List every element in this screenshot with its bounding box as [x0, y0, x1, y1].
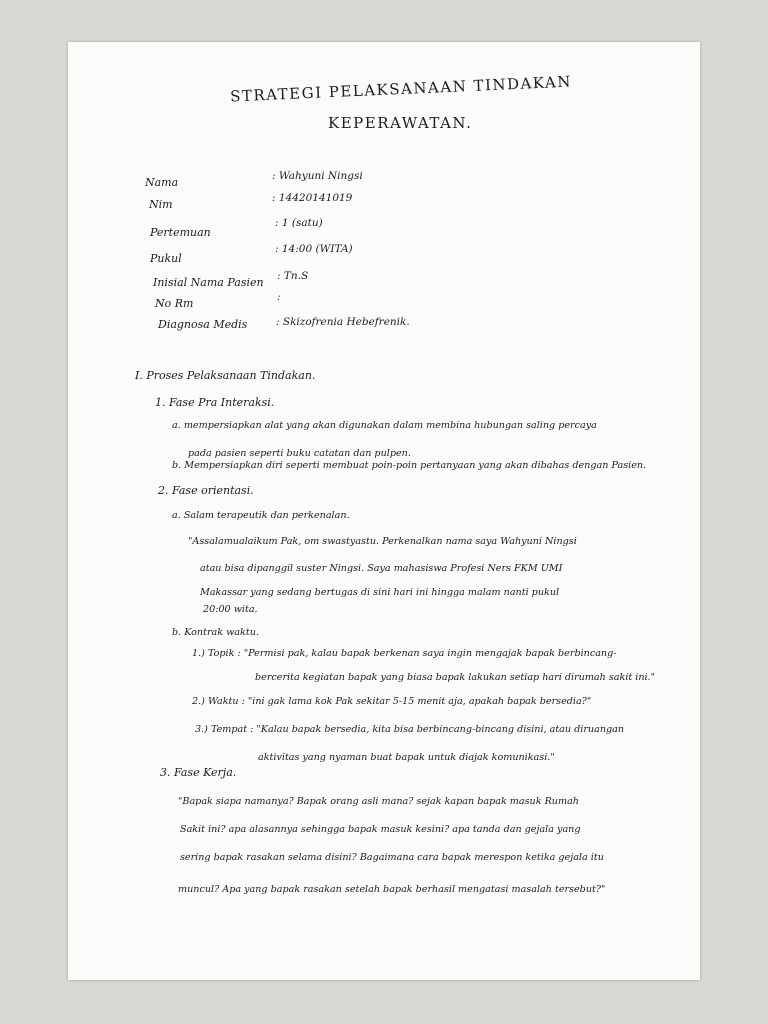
text-line: 3.) Tempat : "Kalau bapak bersedia, kita bisa berbincang-bincang disini, atau diruangan — [195, 724, 625, 735]
label-pertemuan: Pertemuan — [150, 226, 211, 239]
document-title-line2: KEPERAWATAN. — [328, 114, 473, 132]
text-line: Sakit ini? apa alasannya sehingga bapak masuk kesini? apa tanda dan gejala yang — [180, 824, 581, 835]
label-inisial-pasien: Inisial Nama Pasien — [153, 276, 264, 289]
text-line: b. Mempersiapkan diri seperti membuat poin-poin pertanyaan yang akan dibahas dengan Pasien. — [172, 460, 647, 471]
value-pertemuan: : 1 (satu) — [275, 217, 323, 229]
text-line: pada pasien seperti buku catatan dan pulpen. — [188, 448, 411, 459]
value-nama: : Wahyuni Ningsi — [272, 170, 363, 182]
text-line: atau bisa dipanggil suster Ningsi. Saya mahasiswa Profesi Ners FKM UMI — [200, 563, 563, 574]
text-line: a. Salam terapeutik dan perkenalan. — [172, 510, 350, 521]
label-no-rm: No Rm — [155, 297, 194, 310]
value-pukul: : 14:00 (WITA) — [275, 243, 353, 255]
text-line: "Bapak siapa namanya? Bapak orang asli mana? sejak kapan bapak masuk Rumah — [178, 796, 579, 807]
value-nim: : 14420141019 — [272, 192, 353, 204]
value-no-rm: : — [277, 291, 281, 303]
text-line: 2.) Waktu : "ini gak lama kok Pak sekitar 5-15 menit aja, apakah bapak bersedia?" — [192, 696, 592, 707]
text-line: Makassar yang sedang bertugas di sini hari ini hingga malam nanti pukul — [200, 587, 560, 598]
text-line: bercerita kegiatan bapak yang biasa bapak lakukan setiap hari dirumah sakit ini." — [255, 672, 656, 683]
text-line: a. mempersiapkan alat yang akan digunakan dalam membina hubungan saling percaya — [172, 420, 597, 431]
section-title: I. Proses Pelaksanaan Tindakan. — [135, 369, 316, 382]
text-line: "Assalamualaikum Pak, om swastyastu. Perkenalkan nama saya Wahyuni Ningsi — [188, 536, 577, 547]
phase-1-heading: 1. Fase Pra Interaksi. — [155, 396, 275, 409]
label-diagnosa-medis: Diagnosa Medis — [158, 318, 248, 331]
value-inisial-pasien: : Tn.S — [277, 270, 309, 282]
label-nim: Nim — [149, 198, 173, 211]
text-line: b. Kontrak waktu. — [172, 627, 259, 638]
document-title-line1: STRATEGI PELAKSANAAN TINDAKAN — [229, 72, 573, 106]
phase-3-heading: 3. Fase Kerja. — [160, 766, 237, 779]
text-line: sering bapak rasakan selama disini? Bagaimana cara bapak merespon ketika gejala itu — [180, 852, 604, 863]
phase-2-heading: 2. Fase orientasi. — [158, 484, 254, 497]
text-line: aktivitas yang nyaman buat bapak untuk diajak komunikasi." — [258, 752, 555, 763]
text-line: 20:00 wita. — [203, 604, 258, 615]
text-line: muncul? Apa yang bapak rasakan setelah bapak berhasil mengatasi masalah tersebut?" — [178, 884, 606, 895]
text-line: 1.) Topik : "Permisi pak, kalau bapak berkenan saya ingin mengajak bapak berbincang- — [192, 648, 617, 659]
value-diagnosa-medis: : Skizofrenia Hebefrenik. — [276, 316, 410, 328]
label-pukul: Pukul — [150, 252, 182, 265]
label-nama: Nama — [145, 176, 179, 189]
